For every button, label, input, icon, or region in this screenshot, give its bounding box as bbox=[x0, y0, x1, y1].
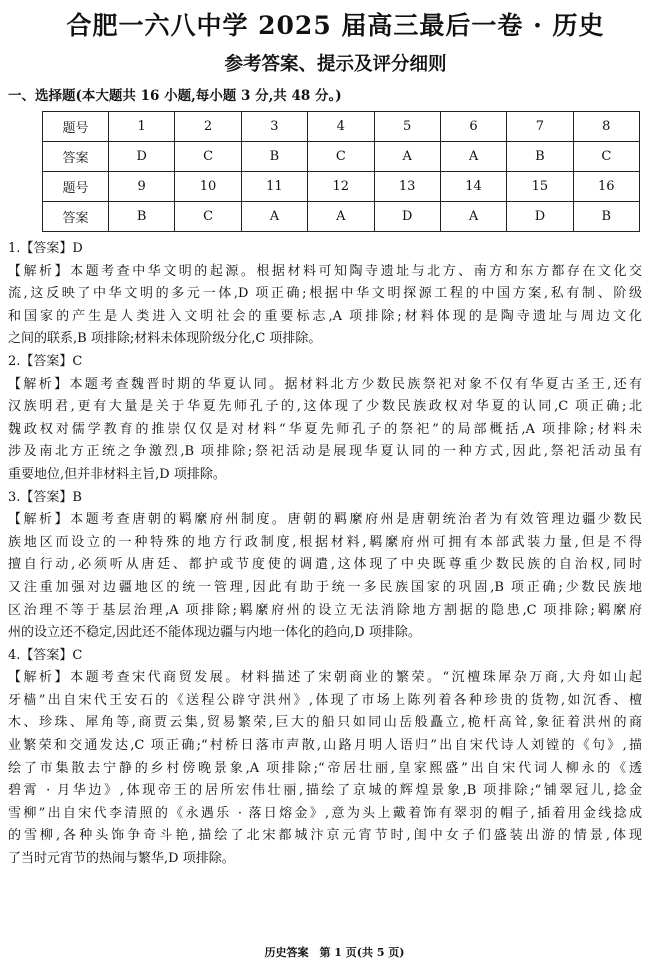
row-label: 题号 bbox=[43, 172, 109, 202]
explanation-line: 又注重加强对边疆地区的统一管理,因此有助于统一多民族国家的巩固,B 项正确;少数民族地 bbox=[8, 579, 642, 595]
explanation-line: 【解析】本题考查宋代商贸发展。材料描述了宋朝商业的繁荣。“沉檀珠犀杂万商,大舟如山起 bbox=[8, 670, 642, 686]
answer-cell: 4 bbox=[308, 112, 374, 142]
page-subtitle: 参考答案、提示及评分细则 bbox=[224, 54, 447, 75]
answer-cell: C bbox=[175, 142, 241, 172]
answer-cell: 11 bbox=[241, 172, 307, 202]
answer-table-row bbox=[43, 172, 640, 202]
explanation-line: 和国家的产生是人类进入文明社会的重要标志,A 项排除;材料体现的是陶寺遗址与周边文化 bbox=[8, 308, 642, 324]
answer-cell: 9 bbox=[109, 172, 175, 202]
explanation-line: 木、珍珠、犀角等,商贾云集,贸易繁荣,巨大的船只如同山岳般矗立,桅杆高耸,象征着洪州的商 bbox=[8, 715, 642, 731]
answer-cell: D bbox=[374, 202, 440, 232]
answer-cell: 16 bbox=[573, 172, 639, 202]
explanation-line: 之间的联系,B 项排除;材料未体现阶级分化,C 项排除。 bbox=[8, 331, 322, 347]
answer-cell: 8 bbox=[573, 112, 639, 142]
answer-cell: 3 bbox=[241, 112, 307, 142]
section-title: 一、选择题(本大题共 16 小题,每小题 3 分,共 48 分。) bbox=[8, 88, 342, 104]
explanation-line: 了当时元宵节的热闹与繁华,D 项排除。 bbox=[8, 851, 235, 867]
answer-table-row bbox=[43, 142, 640, 172]
answer-cell: 5 bbox=[374, 112, 440, 142]
answer-cell: C bbox=[308, 142, 374, 172]
question-answer-heading: 4.【答案】C bbox=[8, 647, 83, 663]
answer-cell: 12 bbox=[308, 172, 374, 202]
answer-cell: D bbox=[507, 202, 573, 232]
page-footer: 历史答案 第 1 页(共 5 页) bbox=[264, 946, 405, 959]
answer-cell: A bbox=[241, 202, 307, 232]
explanation-line: 魏政权对儒学教育的推崇仅仅是对材料“华夏先师孔子的祭祀”的局部概括,A 项排除;材料未 bbox=[8, 421, 642, 437]
answer-cell: C bbox=[573, 142, 639, 172]
answer-cell: B bbox=[109, 202, 175, 232]
answer-cell: 6 bbox=[440, 112, 506, 142]
answer-cell: B bbox=[241, 142, 307, 172]
explanation-line: 【解析】本题考查魏晋时期的华夏认同。据材料北方少数民族祭祀对象不仅有华夏古圣王,还有 bbox=[8, 376, 642, 392]
answer-cell: A bbox=[440, 202, 506, 232]
question-answer-heading: 1.【答案】D bbox=[8, 241, 83, 256]
explanation-line: 雪柳”出自宋代李清照的《永遇乐 · 落日熔金》,意为头上戴着饰有翠羽的帽子,插着用金线捻成 bbox=[8, 805, 642, 821]
answer-table-row bbox=[43, 202, 640, 232]
explanation-line: 重要地位,但并非材料主旨,D 项排除。 bbox=[8, 466, 226, 482]
question-answer-heading: 2.【答案】C bbox=[8, 353, 83, 369]
page-title: 合肥一六八中学 2025 届高三最后一卷 · 历史 bbox=[66, 11, 605, 40]
explanation-line: 的雪柳,各种头饰争奇斗艳,描绘了北宋都城汴京元宵节时,闺中女子们盛装出游的情景,体现 bbox=[8, 828, 642, 844]
answer-cell: A bbox=[440, 142, 506, 172]
answer-cell: 15 bbox=[507, 172, 573, 202]
answer-cell: B bbox=[573, 202, 639, 232]
explanation-line: 碧霄 · 月华边》,体现帝王的居所宏伟壮丽,描绘了京城的辉煌景象,B 项排除;“铺翠冠儿,捻金 bbox=[8, 783, 642, 799]
answer-cell: D bbox=[109, 142, 175, 172]
answer-cell: 1 bbox=[109, 112, 175, 142]
row-label: 答案 bbox=[43, 142, 109, 172]
explanation-line: 擅自行动,必须听从唐廷、都护或节度使的调遣,这体现了中央既尊重少数民族的自治权,同时 bbox=[8, 557, 642, 573]
explanation-line: 涉及南北方正统之争激烈,B 项排除;祭祀活动是展现华夏认同的一种方式,因此,祭祀活动虽有 bbox=[8, 444, 642, 460]
question-answer-heading: 3.【答案】B bbox=[8, 489, 82, 505]
answer-cell: B bbox=[507, 142, 573, 172]
answer-cell: 13 bbox=[374, 172, 440, 202]
answer-cell: C bbox=[175, 202, 241, 232]
answer-cell: A bbox=[374, 142, 440, 172]
explanation-line: 区治理不等于基层治理,A 项排除;羁縻府州的设立无法消除地方割据的隐患,C 项排除;羁縻府 bbox=[8, 602, 642, 618]
row-label: 题号 bbox=[43, 112, 109, 142]
answer-table bbox=[42, 111, 640, 232]
explanation-line: 牙樯”出自宋代王安石的《送程公辟守洪州》,体现了市场上陈列着各种珍贵的货物,如沉香、檀 bbox=[8, 692, 642, 708]
explanation-line: 【解析】本题考查唐朝的羁縻府州制度。唐朝的羁縻府州是唐朝统治者为有效管理边疆少数民 bbox=[8, 512, 642, 528]
explanation-line: 流,这反映了中华文明的多元一体,D 项正确;根据中华文明探源工程的中国方案,私有制、阶级 bbox=[8, 286, 642, 302]
answer-cell: 7 bbox=[507, 112, 573, 142]
answer-cell: 14 bbox=[440, 172, 506, 202]
row-label: 答案 bbox=[43, 202, 109, 232]
explanation-line: 州的设立还不稳定,因此还不能体现边疆与内地一体化的趋向,D 项排除。 bbox=[8, 625, 421, 641]
explanation-line: 汉族明君,更有大量是关于华夏先师孔子的,这体现了少数民族政权对华夏的认同,C 项正确;北 bbox=[8, 399, 642, 415]
answer-table-row bbox=[43, 112, 640, 142]
explanations bbox=[8, 238, 642, 871]
explanation-line: 业繁荣和交通发达,C 项正确;“村桥日落市声散,山路月明人语归”出自宋代诗人刘镗的《句》,描 bbox=[8, 738, 642, 754]
answer-cell: 2 bbox=[175, 112, 241, 142]
explanation-line: 族地区而设立的一种特殊的地方行政制度,根据材料,羁縻府州可拥有本部武装力量,但是不得 bbox=[8, 534, 642, 550]
explanation-line: 绘了市集散去宁静的乡村傍晚景象,A 项排除;“帝居壮丽,皇家熙盛”出自宋代词人柳永的《透 bbox=[8, 760, 642, 776]
answer-cell: A bbox=[308, 202, 374, 232]
explanation-line: 【解析】本题考查中华文明的起源。根据材料可知陶寺遗址与北方、南方和东方都存在文化交 bbox=[8, 263, 642, 279]
answer-cell: 10 bbox=[175, 172, 241, 202]
